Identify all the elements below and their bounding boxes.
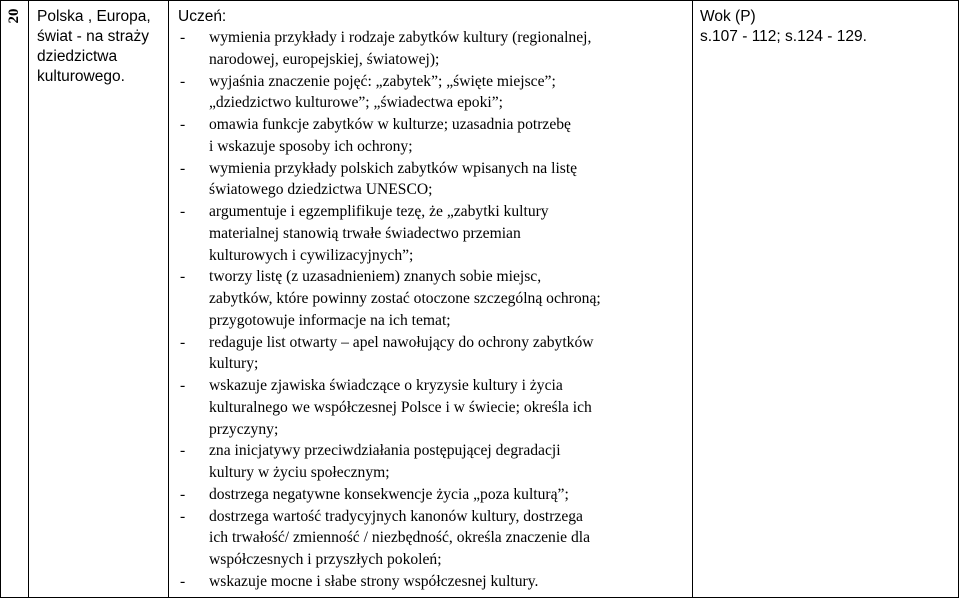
list-item-text (209, 71, 688, 115)
list-item (178, 375, 688, 440)
list-item-line: zna inicjatywy przeciwdziałania postępującej degradacji (209, 442, 561, 460)
list-item-line: argumentuje i egzemplifikuje tezę, że „zabytki kultury (209, 203, 549, 220)
list-item-line: wskazuje zjawiska świadczące o kryzysie kultury i życia (209, 377, 563, 394)
bullet-dash: - (180, 72, 186, 90)
list-item-line: wymienia przykłady i rodzaje zabytków kultury (regionalnej, (209, 29, 592, 46)
list-item-text (209, 201, 688, 266)
list-item-line: wymienia przykłady polskich zabytków wpisanych na listę (209, 159, 578, 177)
list-item (178, 506, 688, 571)
list-item-line: redaguje list otwarty – apel nawołujący do ochrony zabytków (209, 333, 594, 351)
list-item-text (209, 27, 688, 71)
list-item-line: dostrzega wartość tradycyjnych kanonów kultury, dostrzega (209, 507, 583, 525)
topic-line: Polska , Europa, (37, 8, 151, 25)
reference-cell (693, 1, 959, 597)
list-item-line: kulturowych i cywilizacyjnych”; (209, 246, 414, 264)
list-item-line: wskazuje mocne i słabe strony współczesnej kultury. (209, 572, 539, 590)
bullet-dash: - (180, 203, 186, 220)
topic-cell (29, 1, 169, 597)
row-number-cell (1, 1, 29, 597)
list-item (178, 71, 688, 115)
topic-title (37, 7, 165, 87)
requirements-cell (169, 1, 693, 597)
list-item-line: narodowej, europejskiej, światowej); (209, 50, 440, 68)
list-item (178, 484, 688, 506)
list-item-text (209, 158, 688, 202)
textbook-reference (700, 7, 950, 47)
topic-line: kulturowego. (37, 68, 125, 85)
list-item (178, 266, 688, 331)
list-item-text (209, 506, 688, 571)
list-item (178, 332, 688, 376)
list-item-text (209, 266, 688, 331)
list-item (178, 440, 688, 484)
list-item-text (209, 332, 688, 376)
list-item-text (209, 440, 688, 484)
list-item-line: zabytków, które powinny zostać otoczone szczególną ochroną; (209, 290, 601, 307)
bullet-dash: - (180, 442, 186, 460)
list-item-line: tworzy listę (z uzasadnieniem) znanych sobie miejsc, (209, 268, 542, 286)
reference-line: s.107 - 112; s.124 - 129. (700, 28, 867, 45)
list-item-line: dostrzega negatywne konsekwencje życia „poza kulturą”; (209, 485, 569, 503)
list-item-text (209, 484, 688, 506)
list-item-line: materialnej stanowią trwałe świadectwo przemian (209, 224, 521, 242)
topic-line: dziedzictwa (37, 48, 118, 65)
list-item-text (209, 571, 688, 593)
list-item-line: kultury; (209, 355, 259, 373)
list-item-line: omawia funkcje zabytków w kulturze; uzasadnia potrzebę (209, 116, 571, 133)
list-item-line: ich trwałość/ zmienność / niezbędność, określa znaczenie dla (209, 529, 591, 547)
list-item-text (209, 114, 688, 158)
bullet-dash: - (180, 116, 186, 133)
student-label: Uczeń: (178, 8, 227, 25)
bullet-dash: - (180, 507, 186, 525)
reference-line: Wok (P) (700, 8, 756, 25)
bullet-dash: - (180, 159, 186, 177)
bullet-dash: - (180, 333, 186, 351)
requirements-list (178, 27, 688, 593)
list-item-line: i wskazuje sposoby ich ochrony; (209, 137, 413, 155)
list-item (178, 158, 688, 202)
bullet-dash: - (180, 572, 186, 590)
bullet-dash: - (180, 29, 186, 46)
list-item-line: współczesnych i przyszłych pokoleń; (209, 551, 442, 568)
list-item (178, 27, 688, 71)
list-item (178, 114, 688, 158)
list-item-text (209, 375, 688, 440)
bullet-dash: - (180, 485, 186, 503)
topic-line: świat - na straży (37, 28, 149, 45)
row-number: 20 (5, 8, 22, 24)
list-item (178, 571, 688, 593)
list-item (178, 201, 688, 266)
list-item-line: kulturalnego we współczesnej Polsce i w świecie; określa ich (209, 398, 592, 416)
list-item-line: wyjaśnia znaczenie pojęć: „zabytek”; „święte miejsce”; (209, 72, 556, 90)
list-item-line: kultury w życiu społecznym; (209, 464, 390, 481)
list-item-line: przygotowuje informacje na ich temat; (209, 311, 451, 329)
bullet-dash: - (180, 268, 186, 286)
requirements-content (178, 7, 688, 593)
bullet-dash: - (180, 377, 186, 394)
list-item-line: światowego dziedzictwa UNESCO; (209, 181, 433, 199)
list-item-line: „dziedzictwo kulturowe”; „świadectwa epoki”; (209, 94, 503, 112)
list-item-line: przyczyny; (209, 420, 279, 438)
